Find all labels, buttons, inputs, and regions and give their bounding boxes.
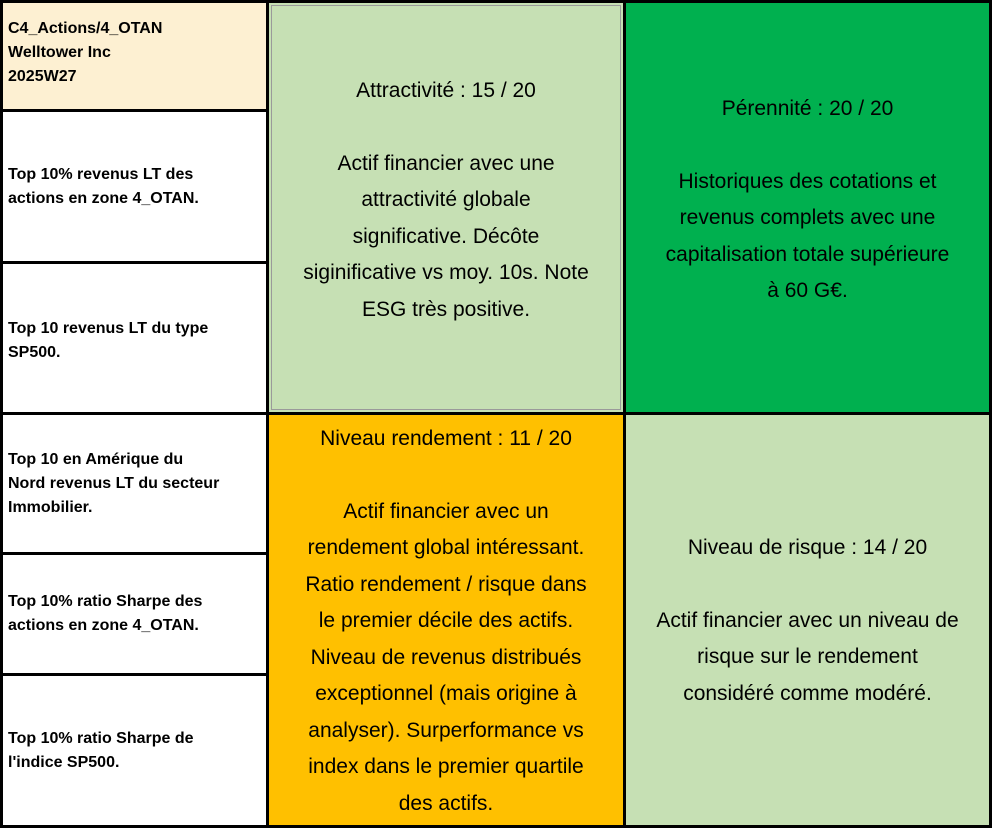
description-line: Niveau de revenus distribués xyxy=(310,645,582,669)
risque-cell xyxy=(626,415,989,825)
description-line: attractivité globale xyxy=(361,188,531,211)
description-line: Actif financier avec une xyxy=(337,151,555,175)
description-line: risque sur le rendement xyxy=(697,645,918,668)
criterion-text: Top 10% ratio Sharpe de xyxy=(8,729,194,747)
criterion-cell-sharpe-zone xyxy=(3,555,266,673)
description-line: Historiques des cotations et xyxy=(678,169,937,193)
asset-name: Welltower Inc xyxy=(8,44,111,61)
description-line: significative. Décôte xyxy=(352,224,540,248)
criterion-cell-sharpe-sp500 xyxy=(3,676,266,825)
description-line: des actifs. xyxy=(398,791,494,815)
perennite-score: Pérennité : 20 / 20 xyxy=(721,97,894,120)
description-line: index dans le premier quartile xyxy=(308,755,584,778)
criterion-cell-revenus-immobilier xyxy=(3,415,266,552)
description-line: rendement global intéressant. xyxy=(307,536,585,559)
description-line: revenus complets avec une xyxy=(679,206,936,229)
criterion-text: actions en zone 4_OTAN. xyxy=(8,189,199,207)
asset-week: 2025W27 xyxy=(8,68,77,85)
risque-score: Niveau de risque : 14 / 20 xyxy=(687,536,928,559)
description-line: analyser). Surperformance vs xyxy=(308,718,584,742)
perennite-description xyxy=(666,164,950,310)
rendement-cell xyxy=(269,415,623,825)
criterion-text: l'indice SP500. xyxy=(8,753,120,771)
description-line: Ratio rendement / risque dans xyxy=(305,572,587,596)
perennite-cell xyxy=(626,3,989,412)
criterion-text: actions en zone 4_OTAN. xyxy=(8,617,199,634)
attractivite-description xyxy=(303,146,589,329)
description-line: Actif financier avec un niveau de xyxy=(656,608,959,632)
criterion-text: Top 10 en Amérique du xyxy=(8,450,184,468)
description-line: Actif financier avec un xyxy=(343,499,549,523)
asset-category: C4_Actions/4_OTAN xyxy=(8,20,163,37)
attractivite-cell xyxy=(269,3,623,412)
description-line: siginificative vs moy. 10s. Note xyxy=(303,261,589,284)
criterion-text: Top 10% revenus LT des xyxy=(8,165,194,183)
description-line: considéré comme modéré. xyxy=(683,681,932,705)
criterion-text: Immobilier. xyxy=(8,498,93,516)
risque-description xyxy=(656,603,958,713)
criterion-cell-revenus-sp500 xyxy=(3,264,266,412)
criterion-cell-revenus-zone xyxy=(3,112,266,261)
criterion-text: Top 10 revenus LT du type xyxy=(8,320,209,337)
rendement-description xyxy=(305,494,586,823)
attractivite-score: Attractivité : 15 / 20 xyxy=(356,79,536,102)
criterion-text: Top 10% ratio Sharpe des xyxy=(8,593,203,610)
criterion-text: SP500. xyxy=(8,344,61,361)
description-line: exceptionnel (mais origine à xyxy=(315,682,577,705)
rendement-score: Niveau rendement : 11 / 20 xyxy=(320,427,572,450)
description-line: le premier décile des actifs. xyxy=(318,609,574,632)
description-line: ESG très positive. xyxy=(361,297,531,321)
description-line: à 60 G€. xyxy=(767,279,848,302)
criterion-text: Nord revenus LT du secteur xyxy=(8,474,220,492)
asset-header-cell xyxy=(3,3,266,109)
description-line: capitalisation totale supérieure xyxy=(665,242,950,266)
